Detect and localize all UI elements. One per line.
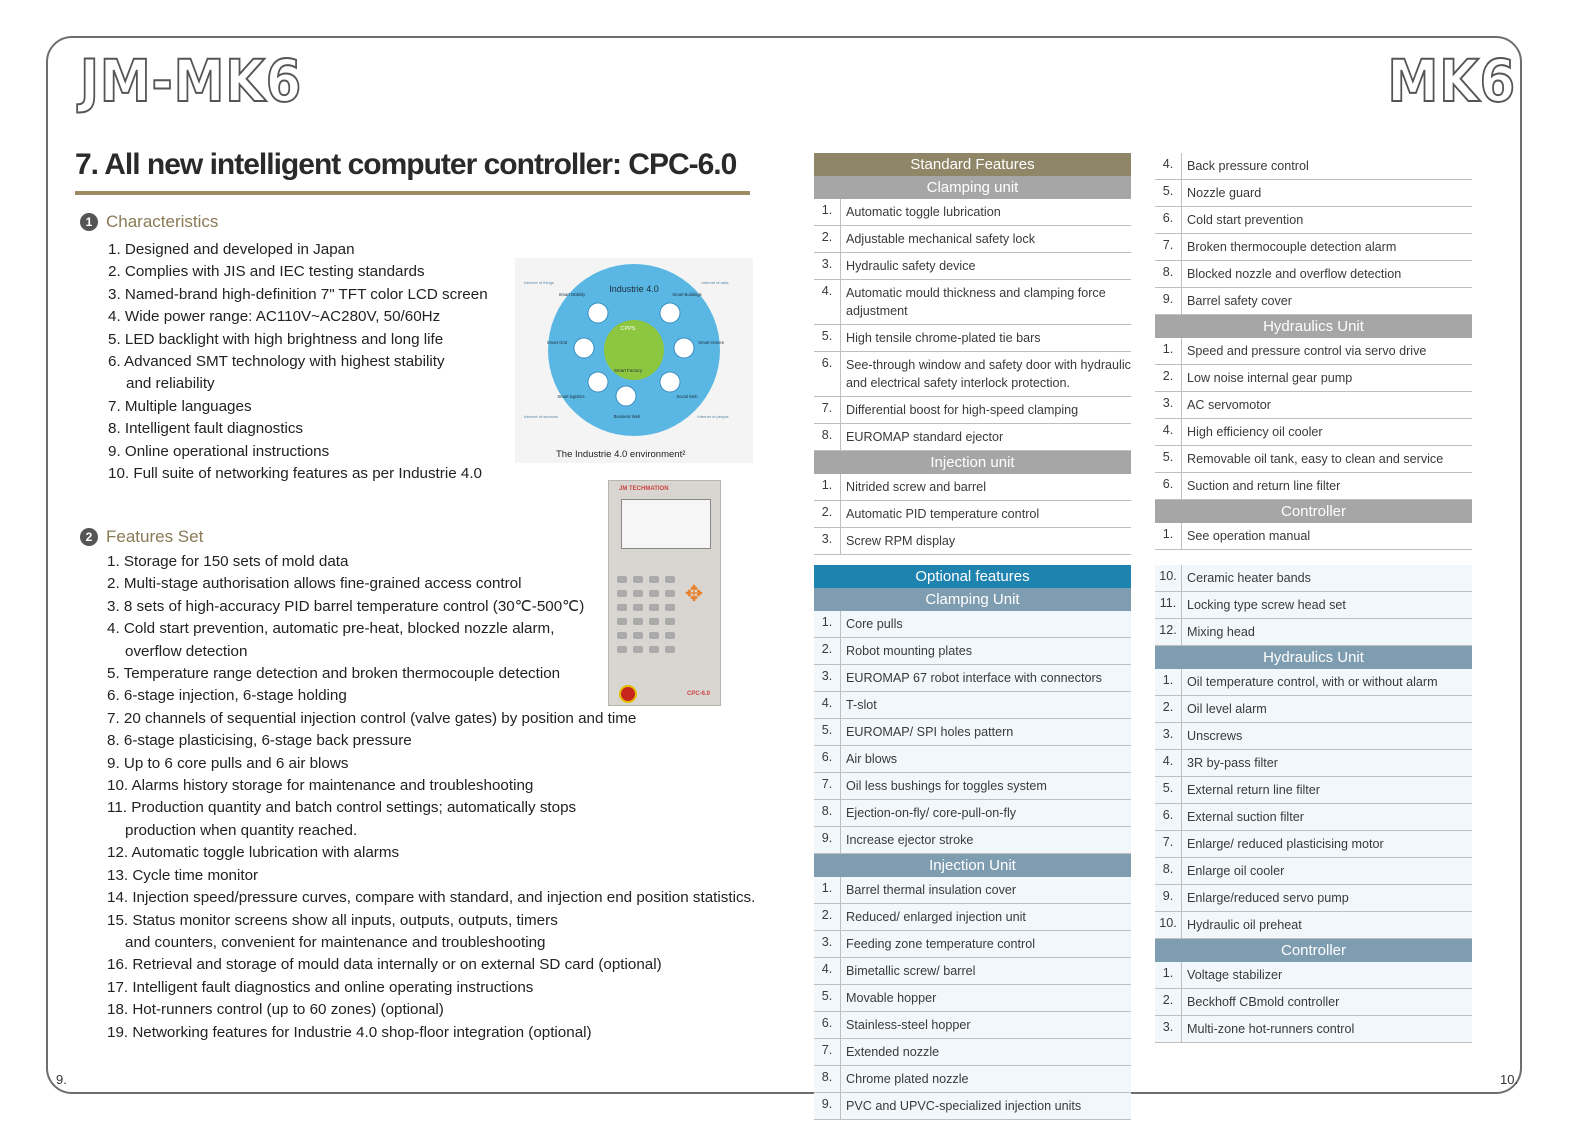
table-row [1155,962,1472,989]
row-text: Nitrided screw and barrel [846,480,986,494]
row-text: Barrel thermal insulation cover [846,883,1017,897]
row-text: AC servomotor [1187,398,1271,412]
list-item: 1. Storage for 150 sets of mold data [107,553,349,570]
features-set-heading [80,527,203,547]
diagram-corner-label: Internet of data [701,280,729,285]
section-band: Controller [1155,939,1472,962]
list-item: 19. Networking features for Industrie 4.0 shop-floor integration (optional) [107,1023,592,1041]
controller-model: CPC-6.0 [686,691,710,697]
table-row [1155,419,1472,446]
table-row [814,1012,1131,1039]
table-row [814,199,1131,226]
table-row [1155,750,1472,777]
row-index: 1. [1155,669,1182,695]
row-text: PVC and UPVC-specialized injection units [846,1099,1082,1113]
diagram-center: CPPS [620,326,636,332]
list-item: 10. Full suite of networking features as per Industrie 4.0 [108,465,482,483]
row-index: 8. [814,800,841,826]
list-item: 5. LED backlight with high brightness and long life [108,330,444,348]
list-item: 6. Advanced SMT technology with highest stability [108,353,445,371]
row-text: Automatic toggle lubrication [846,205,1001,219]
table-row [1155,723,1472,750]
standard-features-table-cont [1155,153,1472,550]
table-row [814,904,1131,931]
list-item: 2. Complies with JIS and IEC testing standards [108,263,425,281]
list-item-continuation: and reliability [126,375,215,393]
table-row [1155,804,1472,831]
row-text: Increase ejector stroke [846,833,974,847]
row-text: Automatic mould thickness and clamping force adjustment [846,286,1106,318]
row-index: 7. [1155,831,1182,857]
table-row [1155,669,1472,696]
node-icon [574,338,594,358]
row-text: Ceramic heater bands [1187,571,1311,585]
characteristics-heading-text: Characteristics [106,212,219,231]
row-index: 6. [814,1012,841,1038]
table-row [1155,565,1472,592]
row-index: 5. [1155,180,1182,206]
list-item: 4. Cold start prevention, automatic pre-heat, blocked nozzle alarm, [107,620,555,638]
row-text: Speed and pressure control via servo drive [1187,344,1427,358]
row-text: Locking type screw head set [1187,598,1346,612]
list-item: 17. Intelligent fault diagnostics and online operating instructions [107,978,534,996]
row-index: 4. [814,692,841,718]
row-index: 9. [1155,885,1182,911]
list-item: 4. Wide power range: AC110V~AC280V, 50/60Hz [108,308,441,326]
table-row [814,958,1131,985]
optional-features-table-cont [1155,565,1472,1043]
right-logo: MK6 [1387,47,1516,115]
list-item: 5. Temperature range detection and broken thermocouple detection [107,665,561,683]
list-item: 7. Multiple languages [108,397,252,415]
row-text: Bimetallic screw/ barrel [846,964,976,978]
list-item: 13. Cycle time monitor [107,866,259,884]
table-row [1155,446,1472,473]
page-number-left: 9. [56,1072,67,1087]
node-icon [674,338,694,358]
table-row [814,397,1131,424]
table-row [814,501,1131,528]
list-item: 2. Multi-stage authorisation allows fine-grained access control [107,575,522,593]
row-text: Nozzle guard [1187,186,1262,200]
list-item: 18. Hot-runners control (up to 60 zones) (optional) [107,1001,444,1019]
row-index: 8. [1155,261,1182,287]
table-row [814,931,1131,958]
section-number-badge: 2 [80,528,98,546]
row-index: 8. [814,1066,841,1092]
list-item: 3. 8 sets of high-accuracy PID barrel temperature control (30℃-500℃) [107,597,585,615]
row-text: 3R by-pass filter [1187,756,1278,770]
row-index: 8. [1155,858,1182,884]
row-text: Screw RPM display [846,534,956,548]
row-text: Voltage stabilizer [1187,968,1283,982]
row-index: 6. [1155,207,1182,233]
table-row [814,746,1131,773]
table-row [814,1039,1131,1066]
diagram-node-label: Smart Grid [546,340,568,345]
row-index: 7. [1155,234,1182,260]
table-row [814,877,1131,904]
page-number-right: 10. [1500,1072,1519,1087]
list-item: 1. Designed and developed in Japan [108,241,355,258]
list-item: 8. Intelligent fault diagnostics [108,420,304,438]
diagram-title: Industrie 4.0 [609,284,659,294]
table-row [814,800,1131,827]
row-text: Low noise internal gear pump [1187,371,1353,385]
row-index: 3. [814,253,841,279]
row-text: Unscrews [1187,729,1243,743]
row-index: 2. [814,226,841,252]
row-index: 10. [1155,912,1182,938]
row-index: 5. [814,325,841,351]
row-index: 8. [814,424,841,450]
row-index: 3. [814,665,841,691]
table-row [814,280,1131,325]
node-icon [660,372,680,392]
table-row [814,325,1131,352]
left-logo: JM-MK6 [80,47,303,115]
row-text: External return line filter [1187,783,1320,797]
diagram-caption: The Industrie 4.0 environment² [556,449,686,460]
row-index: 2. [814,501,841,527]
section-band: Clamping unit [814,176,1131,199]
list-item: 10. Alarms history storage for maintenance and troubleshooting [107,777,534,795]
table-row [814,424,1131,451]
characteristics-heading [80,212,218,232]
section-band: Clamping Unit [814,588,1131,611]
features-set-heading-text: Features Set [106,527,204,546]
row-index: 9. [814,827,841,853]
row-text: Enlarge oil cooler [1187,864,1285,878]
row-text: Robot mounting plates [846,644,973,658]
list-item: 6. 6-stage injection, 6-stage holding [107,687,347,705]
table-row [814,352,1131,397]
row-text: High efficiency oil cooler [1187,425,1323,439]
diagram-node-label: Social Web [676,394,698,399]
row-index: 2. [1155,989,1182,1015]
row-text: Oil level alarm [1187,702,1267,716]
table-row [1155,858,1472,885]
row-text: Mixing head [1187,625,1255,639]
diagram-node-label: Smart Homes [698,340,724,345]
table-row [814,692,1131,719]
table-row [814,1093,1131,1120]
row-text: EUROMAP/ SPI holes pattern [846,725,1014,739]
table-row [1155,777,1472,804]
row-text: Automatic PID temperature control [846,507,1040,521]
section-band: Hydraulics Unit [1155,646,1472,669]
row-text: High tensile chrome-plated tie bars [846,331,1041,345]
row-text: Oil temperature control, with or without alarm [1187,675,1438,689]
row-text: Differential boost for high-speed clamping [846,403,1079,417]
row-text: Ejection-on-fly/ core-pull-on-fly [846,806,1017,820]
table-row [1155,338,1472,365]
title-underline [75,191,750,195]
diagram-node-label: Business Web [613,414,641,419]
list-item: 9. Up to 6 core pulls and 6 air blows [107,754,349,772]
row-index: 4. [814,958,841,984]
list-item: 12. Automatic toggle lubrication with alarms [107,844,400,862]
dpad-icon: ✥ [684,581,704,606]
list-item: 15. Status monitor screens show all inputs, outputs, outputs, timers [107,911,558,929]
table-row [1155,592,1472,619]
table-row [814,226,1131,253]
table-row [1155,831,1472,858]
features-set-list [107,551,755,1044]
row-index: 3. [1155,723,1182,749]
row-index: 2. [814,638,841,664]
list-item-continuation: overflow detection [125,642,248,660]
row-text: Movable hopper [846,991,937,1005]
row-index: 3. [814,931,841,957]
row-index: 3. [1155,1016,1182,1042]
table-row [814,1066,1131,1093]
row-text: Feeding zone temperature control [846,937,1036,951]
table-row [814,985,1131,1012]
row-text: Removable oil tank, easy to clean and service [1187,452,1444,466]
list-item: 9. Online operational instructions [108,442,330,460]
row-text: External suction filter [1187,810,1304,824]
section-band: Injection Unit [814,854,1131,877]
row-text: Barrel safety cover [1187,294,1292,308]
row-index: 5. [1155,777,1182,803]
table-row [814,253,1131,280]
diagram-node-label: Smart Mobility [558,292,586,297]
row-index: 11. [1155,592,1182,618]
table-row [1155,288,1472,315]
controller-brand: JM TECHMATION [619,486,669,492]
node-icon [660,303,680,323]
diagram-center-sub: Smart Factory [613,368,643,373]
row-index: 12. [1155,619,1182,645]
row-index: 9. [1155,288,1182,314]
controller-screen [621,499,711,549]
row-text: Suction and return line filter [1187,479,1341,493]
row-text: Blocked nozzle and overflow detection [1187,267,1402,281]
section-number-badge: 1 [80,213,98,231]
row-text: EUROMAP standard ejector [846,430,1004,444]
row-index: 6. [814,352,841,396]
list-item-continuation: and counters, convenient for maintenance and troubleshooting [125,933,546,951]
row-index: 7. [814,397,841,423]
list-item: 7. 20 channels of sequential injection control (valve gates) by position and time [107,709,637,727]
row-text: Beckhoff CBmold controller [1187,995,1340,1009]
standard-features-table [814,153,1131,555]
table-row [814,474,1131,501]
table-row [814,611,1131,638]
row-index: 2. [1155,365,1182,391]
table-row [1155,261,1472,288]
row-index: 7. [814,773,841,799]
row-text: Core pulls [846,617,903,631]
characteristics-list [108,239,488,485]
row-text: Oil less bushings for toggles system [846,779,1047,793]
row-text: Hydraulic oil preheat [1187,918,1302,932]
row-index: 1. [1155,338,1182,364]
table-row [1155,180,1472,207]
section-band: Injection unit [814,451,1131,474]
row-text: See operation manual [1187,529,1311,543]
list-item-continuation: production when quantity reached. [125,821,358,839]
row-index: 1. [814,877,841,903]
row-text: Back pressure control [1187,159,1309,173]
row-index: 4. [1155,153,1182,179]
row-index: 1. [814,611,841,637]
table-row [1155,989,1472,1016]
row-index: 3. [1155,392,1182,418]
table-row [814,773,1131,800]
row-index: 7. [814,1039,841,1065]
row-text: Extended nozzle [846,1045,940,1059]
diagram-node-label: Smart Buildings [672,292,702,297]
page-title: 7. All new intelligent computer controller: CPC-6.0 [75,148,737,181]
section-band: Controller [1155,500,1472,523]
optional-features-table [814,565,1131,1120]
table-row [1155,153,1472,180]
row-text: EUROMAP 67 robot interface with connectors [846,671,1102,685]
node-icon [616,386,636,406]
row-text: Air blows [846,752,898,766]
row-text: Stainless-steel hopper [846,1018,971,1032]
row-index: 4. [1155,419,1182,445]
row-text: Enlarge/ reduced plasticising motor [1187,837,1384,851]
row-index: 6. [1155,804,1182,830]
row-index: 5. [1155,446,1182,472]
table-row [1155,392,1472,419]
node-icon [588,372,608,392]
table-row [814,827,1131,854]
row-text: T-slot [846,698,877,712]
table-row [1155,696,1472,723]
table-row [1155,234,1472,261]
table-row [814,638,1131,665]
row-index: 5. [814,985,841,1011]
diagram-corner-label: Internet of services [524,414,558,419]
row-index: 10. [1155,565,1182,591]
diagram-node-label: Smart logistics [557,394,585,399]
row-index: 5. [814,719,841,745]
table-row [1155,619,1472,646]
row-text: Cold start prevention [1187,213,1304,227]
row-text: See-through window and safety door with hydraulic and electrical safety interlock protection. [846,358,1131,390]
row-index: 4. [814,280,841,324]
row-text: Enlarge/reduced servo pump [1187,891,1349,905]
row-text: Reduced/ enlarged injection unit [846,910,1026,924]
row-index: 1. [1155,962,1182,988]
row-index: 9. [814,1093,841,1119]
list-item: 11. Production quantity and batch control settings; automatically stops [107,799,577,817]
row-index: 1. [814,474,841,500]
row-index: 2. [814,904,841,930]
row-index: 1. [814,199,841,225]
table-row [814,665,1131,692]
optional-features-header: Optional features [814,565,1131,588]
list-item: 14. Injection speed/pressure curves, compare with standard, and injection end position statistics. [107,889,756,907]
section-band: Hydraulics Unit [1155,315,1472,338]
diagram-corner-label: Internet of people [697,414,729,419]
row-index: 1. [1155,523,1182,549]
node-icon [588,303,608,323]
industrie-diagram [515,258,753,463]
table-row [814,719,1131,746]
list-item: 16. Retrieval and storage of mould data internally or on external SD card (optional) [107,956,662,974]
table-row [1155,365,1472,392]
table-row [1155,885,1472,912]
row-index: 2. [1155,696,1182,722]
table-row [1155,1016,1472,1043]
row-index: 6. [814,746,841,772]
row-text: Adjustable mechanical safety lock [846,232,1036,246]
standard-features-header: Standard Features [814,153,1131,176]
list-item: 8. 6-stage plasticising, 6-stage back pressure [107,732,412,750]
table-row [1155,473,1472,500]
row-text: Broken thermocouple detection alarm [1187,240,1397,254]
list-item: 3. Named-brand high-definition 7" TFT color LCD screen [108,285,488,303]
table-row [1155,912,1472,939]
table-row [814,528,1131,555]
row-text: Multi-zone hot-runners control [1187,1022,1355,1036]
row-index: 6. [1155,473,1182,499]
table-row [1155,523,1472,550]
table-row [1155,207,1472,234]
row-text: Hydraulic safety device [846,259,976,273]
row-index: 4. [1155,750,1182,776]
row-index: 3. [814,528,841,554]
row-text: Chrome plated nozzle [846,1072,969,1086]
diagram-corner-label: Internet of things [524,280,554,285]
